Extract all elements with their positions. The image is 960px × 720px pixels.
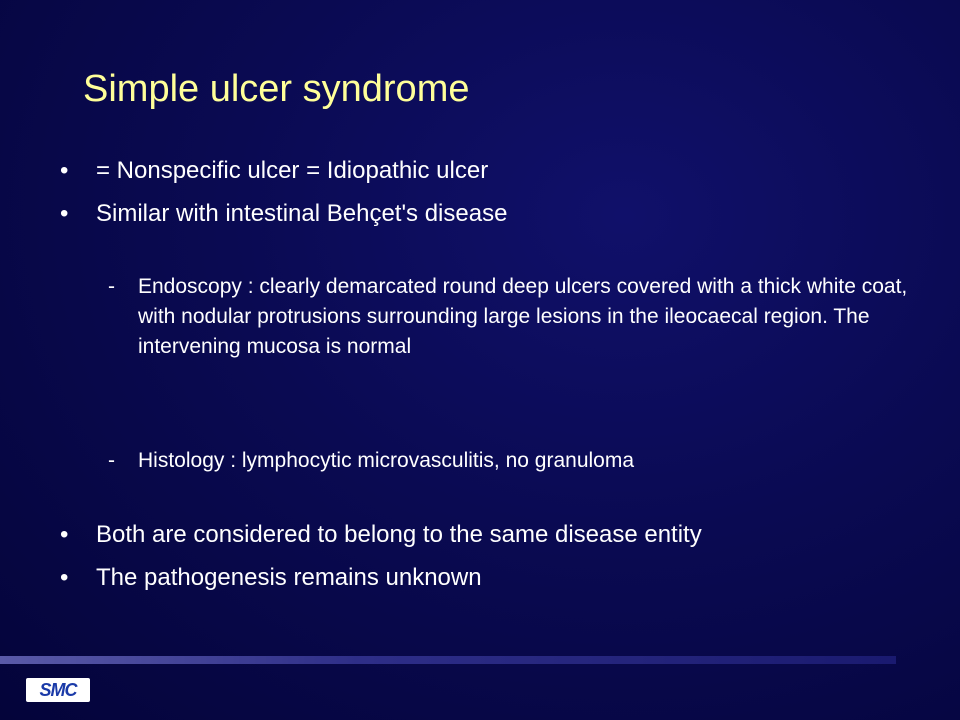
bullet-marker: • <box>60 521 69 548</box>
bullet-item <box>60 564 482 592</box>
sub-item-marker: - <box>108 449 115 472</box>
bullet-text: Both are considered to belong to the same disease entity <box>96 521 702 548</box>
sub-item <box>108 272 908 362</box>
bullet-item <box>60 157 488 185</box>
bullet-text: Similar with intestinal Behçet's disease <box>96 200 508 227</box>
sub-item-text: Histology : lymphocytic microvasculitis, no granuloma <box>138 449 635 472</box>
smc-logo <box>26 678 90 702</box>
bullet-text: The pathogenesis remains unknown <box>96 564 482 591</box>
bullet-marker: • <box>60 564 69 591</box>
bullet-item <box>60 200 507 228</box>
sub-item-marker: - <box>108 275 115 298</box>
bullet-marker: • <box>60 157 69 184</box>
sub-item <box>108 446 908 476</box>
sub-item-text: Endoscopy : clearly demarcated round deep ulcers covered with a thick white coat, with nodular protrusions surrounding large lesions in the ileocaecal region. The intervening mucosa is normal <box>138 275 908 358</box>
logo-text: SMC <box>39 679 77 700</box>
bullet-item <box>60 521 702 549</box>
footer-divider <box>0 656 896 664</box>
bullet-text: = Nonspecific ulcer = Idiopathic ulcer <box>96 157 489 184</box>
slide-title: Simple ulcer syndrome <box>83 68 470 110</box>
bullet-marker: • <box>60 200 69 227</box>
